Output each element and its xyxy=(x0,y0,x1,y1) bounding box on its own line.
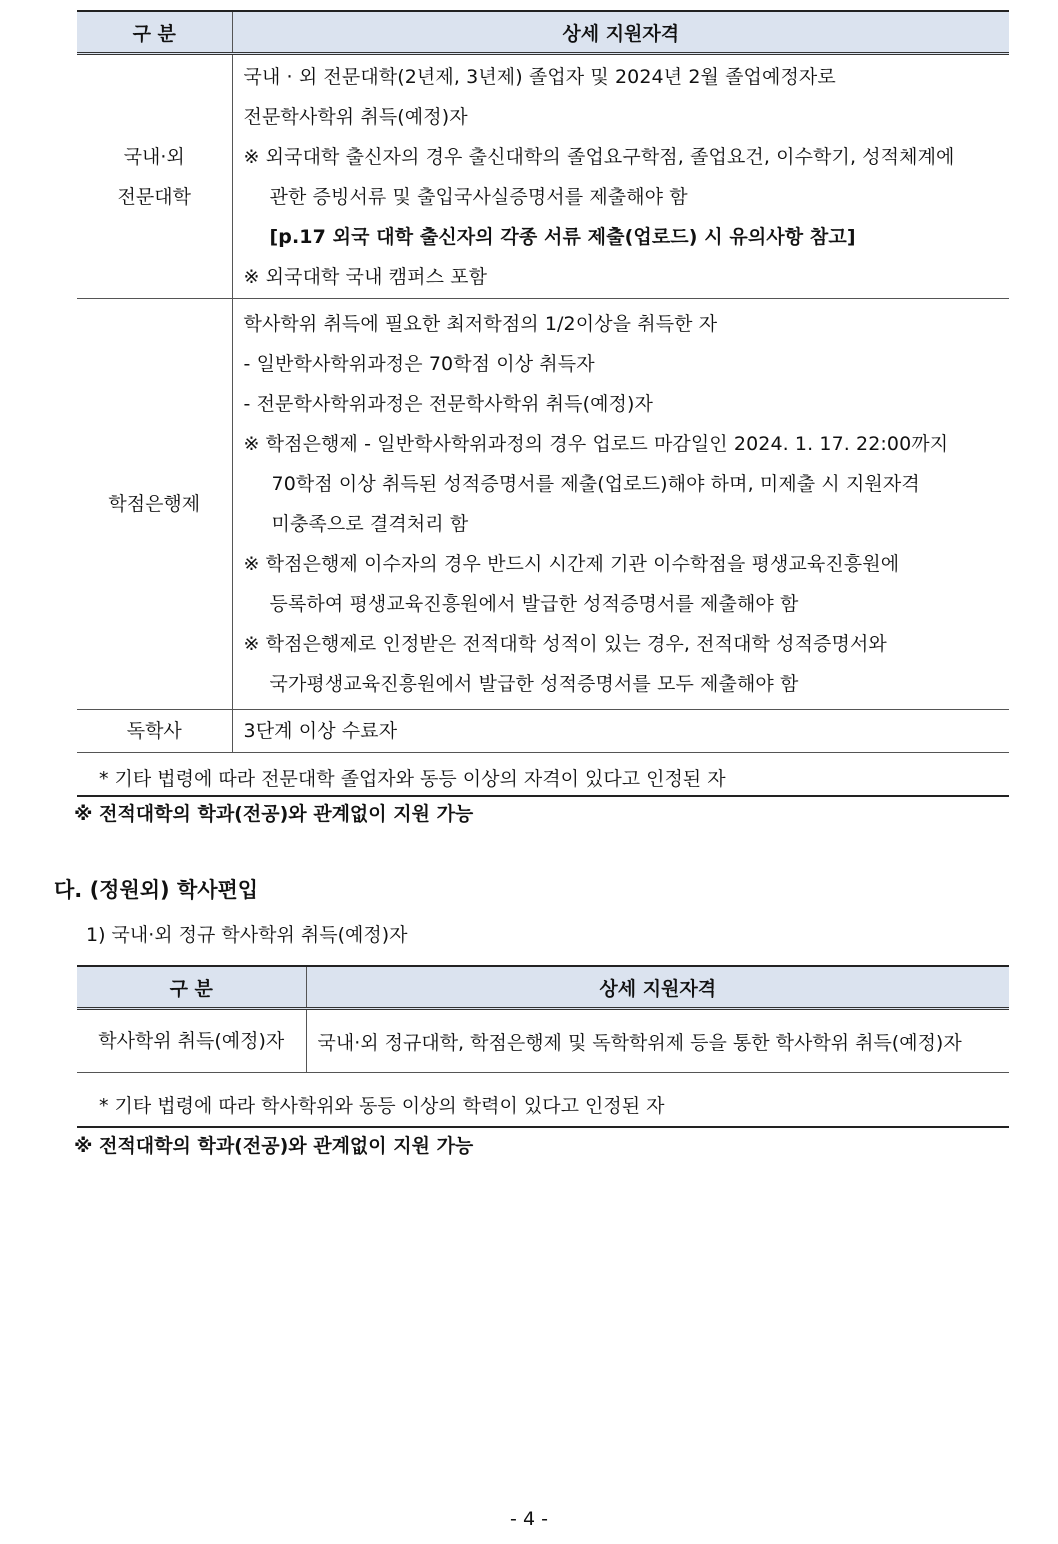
table-row xyxy=(77,710,1009,753)
detail-line: ※ 학점은행제 이수자의 경우 반드시 시간제 기관 이수학점을 평생교육진흥원에 xyxy=(243,553,900,575)
header-detail: 상세 지원자격 xyxy=(232,11,1009,54)
header-category: 구 분 xyxy=(77,966,306,1009)
header-category: 구 분 xyxy=(77,11,232,54)
detail-line: ※ 외국대학 국내 캠퍼스 포함 xyxy=(243,265,488,288)
detail-line: 70학점 이상 취득된 성적증명서를 제출(업로드)해야 하며, 미제출 시 지원자격 xyxy=(271,473,920,495)
header-detail: 상세 지원자격 xyxy=(306,966,1009,1009)
row-category-credit-bank xyxy=(77,299,232,710)
divider xyxy=(77,795,1009,797)
category-line: 학점은행제 xyxy=(108,493,201,515)
detail-line: ※ 학점은행제 - 일반학사학위과정의 경우 업로드 마감일인 2024. 1. 17. 22:00까지 xyxy=(243,433,949,455)
table1-bold-note: ※ 전적대학의 학과(전공)와 관계없이 지원 가능 xyxy=(74,803,474,825)
row-detail: 국내·외 정규대학, 학점은행제 및 독학학위제 등을 통한 학사학위 취득(예정)자 xyxy=(306,1009,1009,1073)
table1-footnote: * 기타 법령에 따라 전문대학 졸업자와 동등 이상의 자격이 있다고 인정된 자 xyxy=(99,768,726,790)
detail-line: 3단계 이상 수료자 xyxy=(243,720,398,742)
divider xyxy=(77,1126,1009,1128)
table-header-row xyxy=(77,966,1009,1009)
eligibility-table-transfer xyxy=(77,10,1009,753)
table-header-row xyxy=(77,11,1009,54)
table2-bold-note: ※ 전적대학의 학과(전공)와 관계없이 지원 가능 xyxy=(74,1135,474,1157)
row-detail xyxy=(232,710,1009,753)
detail-line: 국내 · 외 전문대학(2년제, 3년제) 졸업자 및 2024년 2월 졸업예정자로 xyxy=(243,65,836,88)
detail-line: - 일반학사학위과정은 70학점 이상 취득자 xyxy=(243,353,595,375)
row-category-bachelor: 학사학위 취득(예정)자 xyxy=(77,1009,306,1073)
row-detail xyxy=(232,54,1009,299)
page-number: - 4 - xyxy=(510,1508,548,1530)
detail-line: 학사학위 취득에 필요한 최저학점의 1/2이상을 취득한 자 xyxy=(243,313,718,335)
eligibility-table-bachelor xyxy=(77,965,1009,1073)
detail-line: - 전문학사학위과정은 전문학사학위 취득(예정)자 xyxy=(243,393,653,415)
row-category-self-study xyxy=(77,710,232,753)
detail-line-reference: [p.17 외국 대학 출신자의 각종 서류 제출(업로드) 시 유의사항 참고] xyxy=(269,225,856,248)
detail-line: 전문학사학위 취득(예정)자 xyxy=(243,105,468,128)
category-line: 독학사 xyxy=(126,720,182,742)
detail-line: 관한 증빙서류 및 출입국사실증명서를 제출해야 함 xyxy=(269,185,688,208)
table-row xyxy=(77,54,1009,299)
section-subtitle: 1) 국내·외 정규 학사학위 취득(예정)자 xyxy=(86,924,408,946)
row-detail xyxy=(232,299,1009,710)
category-line: 전문대학 xyxy=(117,185,191,208)
section-title: 다. (정원외) 학사편입 xyxy=(54,878,259,902)
detail-line: 등록하여 평생교육진흥원에서 발급한 성적증명서를 제출해야 함 xyxy=(269,593,799,615)
detail-line: ※ 학점은행제로 인정받은 전적대학 성적이 있는 경우, 전적대학 성적증명서와 xyxy=(243,633,887,655)
detail-line: ※ 외국대학 출신자의 경우 출신대학의 졸업요구학점, 졸업요건, 이수학기, 성적체계에 xyxy=(243,145,955,168)
table-row xyxy=(77,1009,1009,1073)
table2-footnote: * 기타 법령에 따라 학사학위와 동등 이상의 학력이 있다고 인정된 자 xyxy=(99,1095,665,1117)
detail-line: 국가평생교육진흥원에서 발급한 성적증명서를 모두 제출해야 함 xyxy=(269,673,799,695)
detail-line: 미충족으로 결격처리 함 xyxy=(271,513,469,535)
category-line: 국내·외 xyxy=(123,145,185,168)
table-row xyxy=(77,299,1009,710)
row-category-domestic-foreign-college xyxy=(77,54,232,299)
